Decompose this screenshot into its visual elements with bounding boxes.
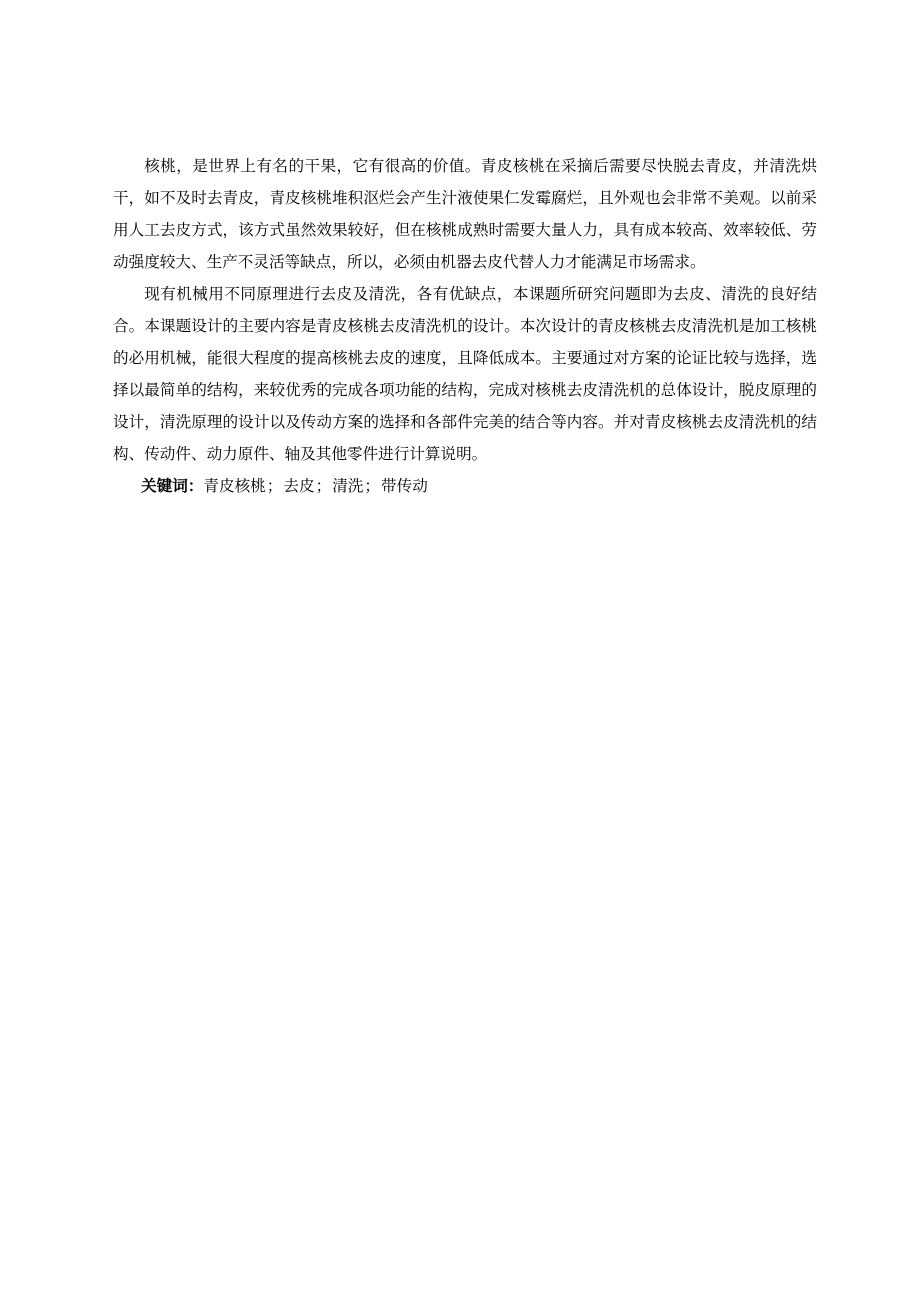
keywords-label: 关键词：: [141, 477, 204, 495]
keyword-separator: ；: [266, 477, 283, 495]
keywords-line: [113, 470, 817, 502]
keyword: 青皮核桃: [203, 477, 266, 495]
abstract-body: [113, 150, 817, 502]
keyword: 清洗: [332, 477, 364, 495]
keyword-separator: ；: [364, 477, 381, 495]
keyword: 去皮: [283, 477, 315, 495]
keyword-separator: ；: [315, 477, 332, 495]
keyword: 带传动: [381, 477, 428, 495]
abstract-paragraph-2: 现有机械用不同原理进行去皮及清洗，各有优缺点，本课题所研究问题即为去皮、清洗的良好结合。本课题设计的主要内容是青皮核桃去皮清洗机的设计。本次设计的青皮核桃去皮清洗机是加工核桃的必用机械，能很大程度的提高核桃去皮的速度，且降低成本。主要通过对方案的论证比较与选择，选择以最简单的结构，来较优秀的完成各项功能的结构，完成对核桃去皮清洗机的总体设计，脱皮原理的设计，清洗原理的设计以及传动方案的选择和各部件完美的结合等内容。并对青皮核桃去皮清洗机的结构、传动件、动力原件、轴及其他零件进行计算说明。: [113, 285, 817, 463]
abstract-paragraph-1: 核桃，是世界上有名的干果，它有很高的价值。青皮核桃在采摘后需要尽快脱去青皮，并清洗烘干，如不及时去青皮，青皮核桃堆积沤烂会产生汁液使果仁发霉腐烂，且外观也会非常不美观。以前采用人工去皮方式，该方式虽然效果较好，但在核桃成熟时需要大量人力，具有成本较高、效率较低、劳动强度较大、生产不灵活等缺点，所以，必须由机器去皮代替人力才能满足市场需求。: [113, 157, 817, 271]
